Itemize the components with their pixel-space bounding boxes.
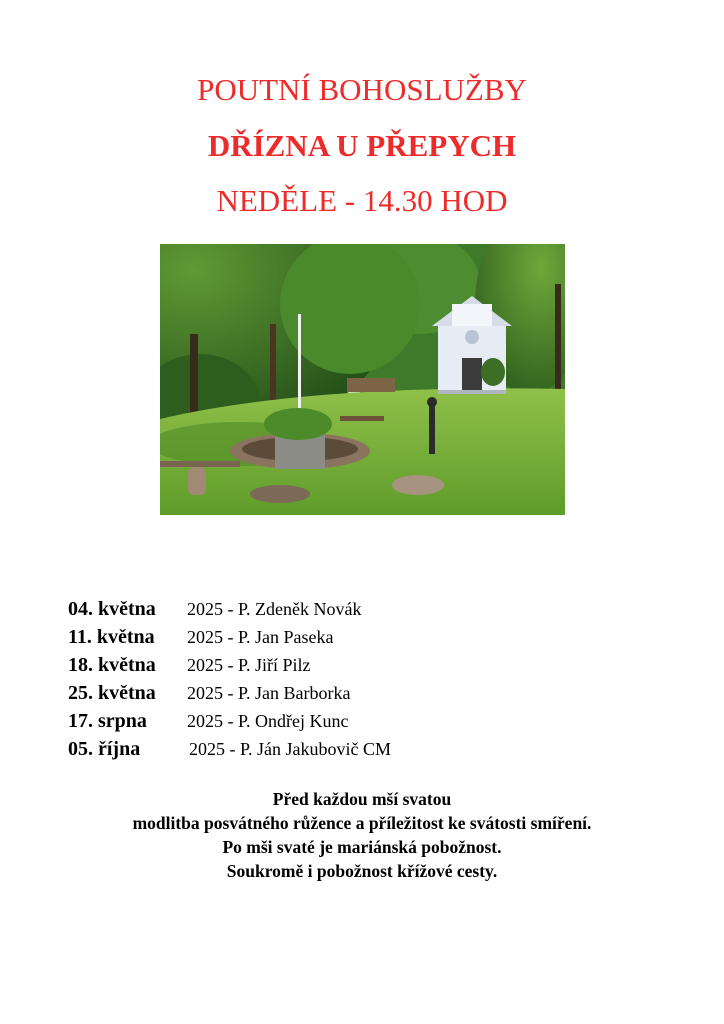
schedule-year-priest: 2025 - P. Ján Jakubovič CM <box>189 739 391 759</box>
schedule-year-priest: 2025 - P. Ondřej Kunc <box>187 711 349 731</box>
note-line: Po mši svaté je mariánská pobožnost. <box>222 837 502 857</box>
schedule-date: 18. května <box>68 654 156 676</box>
schedule-date: 05. října <box>68 738 141 760</box>
schedule-row <box>68 623 668 651</box>
note-line: Soukromě i pobožnost křížové cesty. <box>226 861 498 881</box>
title-line-3: NEDĚLE - 14.30 HOD <box>216 183 508 218</box>
schedule-date: 17. srpna <box>68 710 147 732</box>
schedule-year-priest: 2025 - P. Jan Barborka <box>187 683 351 703</box>
title-line-2: DŘÍZNA U PŘEPYCH <box>207 128 517 163</box>
schedule-date: 25. května <box>68 682 156 704</box>
note-line: Před každou mší svatou <box>272 789 452 809</box>
schedule-year-priest: 2025 - P. Zdeněk Novák <box>187 599 362 619</box>
mass-schedule <box>68 595 668 763</box>
schedule-row <box>68 651 668 679</box>
schedule-date: 11. května <box>68 626 155 648</box>
schedule-year-priest: 2025 - P. Jan Paseka <box>187 627 334 647</box>
mass-notes <box>0 787 724 883</box>
schedule-date: 04. května <box>68 598 156 620</box>
schedule-row <box>68 679 668 707</box>
chapel-photo <box>160 244 565 515</box>
schedule-row <box>68 735 668 763</box>
schedule-row <box>68 707 668 735</box>
title-line-1: POUTNÍ BOHOSLUŽBY <box>197 72 527 107</box>
schedule-year-priest: 2025 - P. Jiří Pilz <box>187 655 311 675</box>
schedule-row <box>68 595 668 623</box>
note-line: modlitba posvátného růžence a příležitost ke svátosti smíření. <box>132 813 592 833</box>
